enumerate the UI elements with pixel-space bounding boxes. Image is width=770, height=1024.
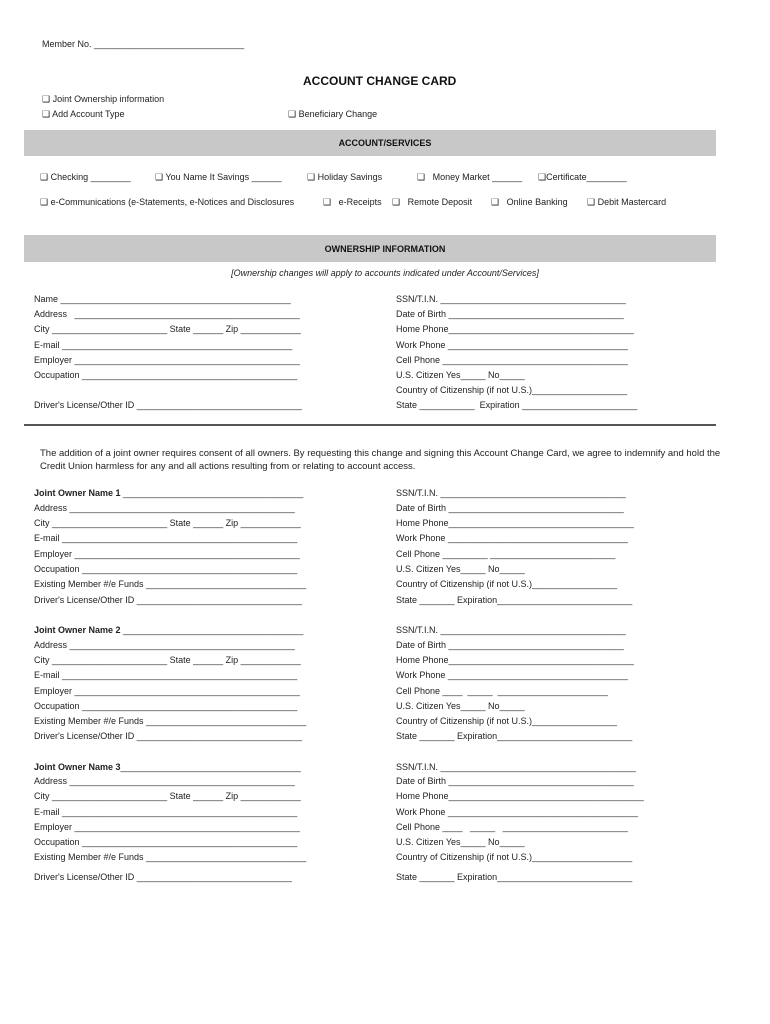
joint-owner-1-email-field[interactable]: E-mail _______________________________________________ [34,533,298,543]
joint-owner-2-name-line: ____________________________________ [120,625,304,635]
joint-owner-1-drivers-license-field[interactable]: Driver's License/Other ID _________________________________ [34,595,302,605]
joint-owner-2-cell-phone-field[interactable]: Cell Phone ____ _____ ______________________ [396,686,608,696]
joint-owner-3-label: Joint Owner Name 3 [34,762,121,772]
ownership-heading: OWNERSHIP INFORMATION [324,244,446,254]
joint-owner-3-address-field[interactable]: Address _____________________________________________ [34,776,295,786]
debit-mastercard-checkbox[interactable]: ❑ Debit Mastercard [587,197,667,207]
joint-owner-2-citizen-field[interactable]: U.S. Citizen Yes_____ No_____ [396,701,525,711]
joint-owner-1-cell-phone-field[interactable]: Cell Phone _________ _________________________ [396,549,616,559]
owner-state-expiration-field[interactable]: State ___________ Expiration _______________________ [396,400,638,410]
joint-owner-2-employer-field[interactable]: Employer _____________________________________________ [34,686,300,696]
joint-owner-3-employer-field[interactable]: Employer _____________________________________________ [34,822,300,832]
joint-owner-1-name-field[interactable] [34,489,303,498]
joint-owner-1-home-phone-field[interactable]: Home Phone_____________________________________ [396,518,634,528]
owner-address-field[interactable]: Address _____________________________________________ [34,309,300,319]
holiday-savings-checkbox[interactable]: ❑ Holiday Savings [307,172,383,182]
joint-owner-3-drivers-license-field[interactable]: Driver's License/Other ID _______________________________ [34,872,292,882]
joint-owner-3-ssn-field[interactable]: SSN/T.I.N. _______________________________________ [396,762,636,772]
joint-owner-1-citizenship-country-field[interactable]: Country of Citizenship (if not U.S.)_________________ [396,579,618,589]
joint-owner-3-citizenship-country-field[interactable]: Country of Citizenship (if not U.S.)____________________ [396,852,633,862]
beneficiary-change-checkbox[interactable]: ❑ Beneficiary Change [288,109,378,119]
joint-owner-2-member-number-field[interactable]: Existing Member #/e Funds ________________________________ [34,716,307,726]
section-divider [24,424,716,426]
joint-owner-2-name-field[interactable] [34,626,303,635]
joint-owner-1-ssn-field[interactable]: SSN/T.I.N. _____________________________________ [396,488,626,498]
joint-owner-1-state-expiration-field[interactable]: State _______ Expiration___________________________ [396,595,633,605]
joint-owner-3-email-field[interactable]: E-mail _______________________________________________ [34,807,298,817]
online-banking-checkbox[interactable]: ❑ Online Banking [491,197,568,207]
joint-owner-2-dob-field[interactable]: Date of Birth ___________________________________ [396,640,624,650]
joint-owner-3-name-line: ____________________________________ [120,762,301,772]
joint-owner-2-label: Joint Owner Name 2 [34,625,121,635]
joint-owner-2-state-expiration-field[interactable]: State _______ Expiration___________________________ [396,731,633,741]
joint-owner-2-work-phone-field[interactable]: Work Phone ____________________________________ [396,670,629,680]
page-title: ACCOUNT CHANGE CARD [303,74,457,88]
owner-citizen-field[interactable]: U.S. Citizen Yes_____ No_____ [396,370,525,380]
joint-ownership-checkbox[interactable]: ❑ Joint Ownership information [42,94,165,104]
ownership-note: [Ownership changes will apply to accounts indicated under Account/Services] [231,268,539,278]
joint-owner-1-occupation-field[interactable]: Occupation ___________________________________________ [34,564,298,574]
joint-owner-1-citizen-field[interactable]: U.S. Citizen Yes_____ No_____ [396,564,525,574]
joint-owner-1-address-field[interactable]: Address _____________________________________________ [34,503,295,513]
joint-owner-3-home-phone-field[interactable]: Home Phone_______________________________________ [396,791,644,801]
joint-owner-1-member-number-field[interactable]: Existing Member #/e Funds ________________________________ [34,579,307,589]
joint-owner-2-home-phone-field[interactable]: Home Phone_____________________________________ [396,655,634,665]
owner-city-state-zip-field[interactable]: City _______________________ State ______ Zip ____________ [34,324,301,334]
owner-ssn-field[interactable]: SSN/T.I.N. _____________________________________ [396,294,626,304]
member-number-field[interactable]: Member No. ______________________________ [42,39,245,49]
e-communications-checkbox[interactable]: ❑ e-Communications (e-Statements, e-Notices and Disclosures [40,197,295,207]
joint-owner-2-drivers-license-field[interactable]: Driver's License/Other ID _________________________________ [34,731,302,741]
owner-occupation-field[interactable]: Occupation ___________________________________________ [34,370,298,380]
owner-name-field[interactable]: Name ______________________________________________ [34,294,291,304]
joint-owner-2-citizenship-country-field[interactable]: Country of Citizenship (if not U.S.)_________________ [396,716,618,726]
owner-citizenship-country-field[interactable]: Country of Citizenship (if not U.S.)___________________ [396,385,628,395]
checking-checkbox[interactable]: ❑ Checking ________ [40,172,131,182]
money-market-checkbox[interactable]: ❑ Money Market ______ [417,172,523,182]
joint-owner-2-city-state-zip-field[interactable]: City _______________________ State ______ Zip ____________ [34,655,301,665]
owner-home-phone-field[interactable]: Home Phone_____________________________________ [396,324,634,334]
owner-dob-field[interactable]: Date of Birth ___________________________________ [396,309,624,319]
joint-owner-3-cell-phone-field[interactable]: Cell Phone ____ _____ _________________________ [396,822,628,832]
remote-deposit-checkbox[interactable]: ❑ Remote Deposit [392,197,473,207]
joint-owner-1-dob-field[interactable]: Date of Birth ___________________________________ [396,503,624,513]
joint-owner-3-member-number-field[interactable]: Existing Member #/e Funds ________________________________ [34,852,307,862]
joint-owner-1-name-line: ____________________________________ [120,488,304,498]
joint-owner-3-name-field[interactable] [34,763,301,772]
add-account-type-checkbox[interactable]: ❑ Add Account Type [42,109,125,119]
account-services-heading: ACCOUNT/SERVICES [338,138,432,148]
joint-owner-1-work-phone-field[interactable]: Work Phone ____________________________________ [396,533,629,543]
joint-owner-2-address-field[interactable]: Address _____________________________________________ [34,640,295,650]
joint-owner-3-dob-field[interactable]: Date of Birth _____________________________________ [396,776,634,786]
joint-owner-2-ssn-field[interactable]: SSN/T.I.N. _____________________________________ [396,625,626,635]
joint-owner-3-work-phone-field[interactable]: Work Phone ______________________________________ [396,807,639,817]
owner-drivers-license-field[interactable]: Driver's License/Other ID _________________________________ [34,400,302,410]
joint-owner-3-city-state-zip-field[interactable]: City _______________________ State ______ Zip ____________ [34,791,301,801]
joint-owner-1-label: Joint Owner Name 1 [34,488,121,498]
owner-work-phone-field[interactable]: Work Phone ____________________________________ [396,340,629,350]
joint-owner-3-occupation-field[interactable]: Occupation ___________________________________________ [34,837,298,847]
owner-cell-phone-field[interactable]: Cell Phone _____________________________________ [396,355,628,365]
joint-owner-3-citizen-field[interactable]: U.S. Citizen Yes_____ No_____ [396,837,525,847]
owner-email-field[interactable]: E-mail ______________________________________________ [34,340,293,350]
joint-owner-1-employer-field[interactable]: Employer _____________________________________________ [34,549,300,559]
certificate-checkbox[interactable]: ❑Certificate________ [538,172,627,182]
e-receipts-checkbox[interactable]: ❑ e-Receipts [323,197,382,207]
joint-owner-3-state-expiration-field[interactable]: State _______ Expiration___________________________ [396,872,633,882]
owner-employer-field[interactable]: Employer _____________________________________________ [34,355,300,365]
consent-paragraph: The addition of a joint owner requires consent of all owners. By requesting this change and signing this Account Change Card, we agree to indemnify and hold the Credit Union harmless for any and all actions resulting from or relating to account access. [40,448,721,472]
you-name-it-savings-checkbox[interactable]: ❑ You Name It Savings ______ [155,172,282,182]
joint-owner-1-city-state-zip-field[interactable]: City _______________________ State ______ Zip ____________ [34,518,301,528]
joint-owner-2-email-field[interactable]: E-mail _______________________________________________ [34,670,298,680]
joint-owner-2-occupation-field[interactable]: Occupation ___________________________________________ [34,701,298,711]
